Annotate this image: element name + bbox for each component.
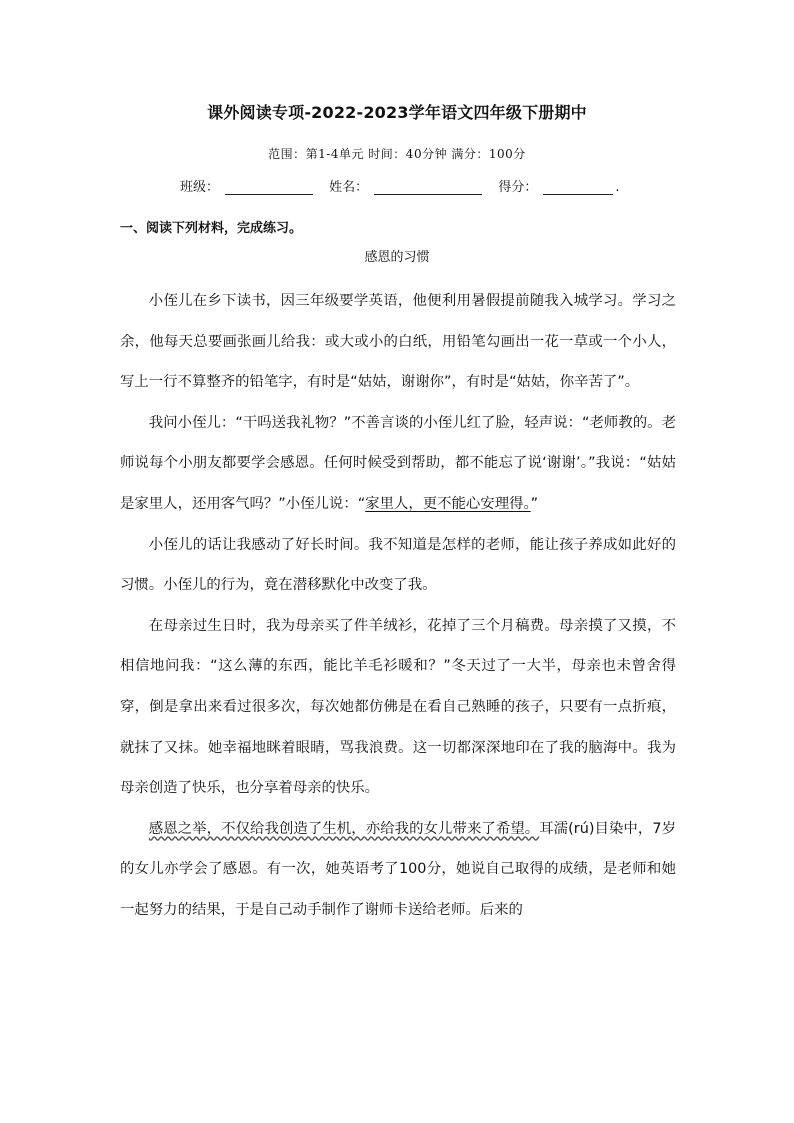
paragraph-2 bbox=[120, 403, 676, 525]
paragraph-2-text: 我问小侄儿：“干吗送我礼物？”不善言谈的小侄儿红了脸，轻声说：“老师教的。老师说每个小朋友都要学会感恩。任何时候受到帮助，都不能忘了说‘谢谢’。”我说：“姑姑是家里人，还用客气吗？”小侄儿说：“ bbox=[120, 414, 676, 512]
exam-meta: 范围：第1-4单元 时间：40分钟 满分：100分 bbox=[268, 147, 526, 161]
paragraph-4: 在母亲过生日时，我为母亲买了件羊绒衫，花掉了三个月稿费。母亲摸了又摸，不相信地问我：“这么薄的东西，能比羊毛衫暖和？”冬天过了一大半，母亲也未曾舍得穿，倒是拿出来看过很多次，每次她都仿佛是在看自己熟睡的孩子，只要有一点折痕，就抹了又抹。她幸福地眯着眼睛，骂我浪费。这一切都深深地印在了我的脑海中。我为母亲创造了快乐，也分享着母亲的快乐。 bbox=[120, 617, 676, 797]
paragraph-3: 小侄儿的话让我感动了好长时间。我不知道是怎样的老师，能让孩子养成如此好的习惯。小侄儿的行为，竟在潜移默化中改变了我。 bbox=[120, 536, 676, 594]
wavy-underlined-sentence: 感恩之举，不仅给我创造了生机，亦给我的女儿带来了希望。 bbox=[148, 820, 540, 837]
class-label: 班级： bbox=[180, 180, 220, 195]
article-body bbox=[120, 281, 676, 931]
trailing-dot: . bbox=[615, 180, 620, 195]
page-title: 课外阅读专项-2022-2023学年语文四年级下册期中 bbox=[207, 103, 587, 122]
paragraph-5 bbox=[120, 809, 676, 931]
score-label: 得分： bbox=[498, 180, 538, 195]
paragraph-1: 小侄儿在乡下读书，因三年级要学英语，他便利用暑假提前随我入城学习。学习之余，他每天总要画张画儿给我：或大或小的白纸，用铅笔勾画出一花一草或一个小人，写上一行不算整齐的铅笔字，有时是“姑姑，谢谢你”，有时是“姑姑，你辛苦了”。 bbox=[120, 293, 676, 391]
article-title: 感恩的习惯 bbox=[364, 250, 430, 265]
name-blank[interactable] bbox=[374, 180, 482, 195]
name-label: 姓名： bbox=[329, 180, 369, 195]
underlined-sentence: 家里人，更不能心安理得。 bbox=[365, 495, 531, 512]
closing-quote: ” bbox=[530, 495, 539, 512]
paragraph-5-text: 耳濡(rú)目染中，7岁的女儿亦学会了感恩。有一次，她英语考了100分，她说自己取得的成绩，是老师和她一起努力的结果，于是自己动手制作了谢师卡送给老师。后来的 bbox=[120, 820, 676, 918]
student-info-fields bbox=[180, 176, 619, 195]
class-blank[interactable] bbox=[225, 180, 313, 195]
section-heading: 一、阅读下列材料，完成练习。 bbox=[120, 221, 303, 236]
score-blank[interactable] bbox=[543, 180, 613, 195]
